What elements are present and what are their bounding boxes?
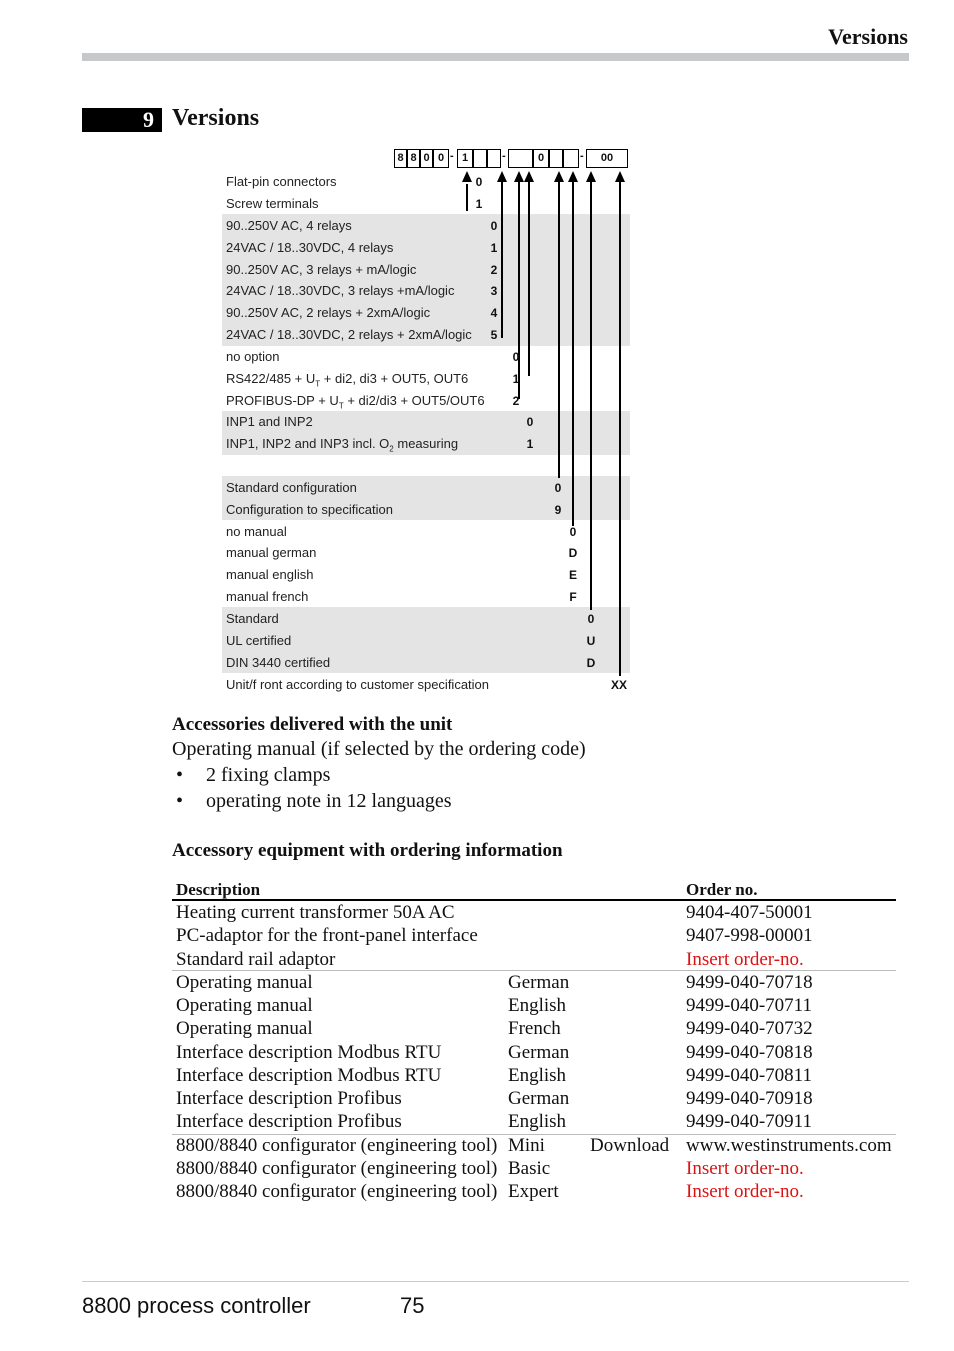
row-order-no: 9404-407-50001 [686, 902, 813, 923]
row-description: Interface description Profibus [176, 1111, 402, 1132]
option-code: 1 [526, 437, 534, 451]
code-box: 8 [394, 149, 407, 168]
connector-line [518, 180, 520, 399]
option-code: D [586, 656, 596, 670]
option-code: 0 [490, 219, 498, 233]
connector-line [528, 180, 530, 376]
row-order-no: 9499-040-70811 [686, 1065, 812, 1086]
option-label: 90..250V AC, 4 relays [226, 218, 352, 233]
column-header-order: Order no. [686, 880, 758, 899]
option-code: 0 [587, 612, 595, 626]
option-code: U [586, 634, 596, 648]
arrow-up-icon [568, 171, 578, 182]
option-label: UL certified [226, 633, 292, 648]
option-label-text: INP1, INP2 and INP3 incl. O [226, 436, 390, 451]
option-code: F [569, 590, 577, 604]
code-box [487, 149, 501, 168]
option-label: 24VAC / 18..30VDC, 4 relays [226, 240, 394, 255]
arrow-up-icon [524, 171, 534, 182]
option-label: 90..250V AC, 3 relays + mA/logic [226, 262, 417, 277]
option-label-text: + di2/di3 + OUT5/OUT6 [343, 393, 485, 408]
option-label: Standard [226, 611, 279, 626]
connector-line [466, 184, 468, 211]
footer-product: 8800 process controller [82, 1293, 311, 1318]
option-label: INP1 and INP2 [226, 414, 313, 429]
column-header-description: Description [176, 880, 261, 899]
code-box [549, 149, 563, 168]
option-code: 5 [490, 328, 498, 342]
page-number: 75 [400, 1293, 425, 1318]
code-box [508, 149, 533, 168]
option-code: 3 [490, 284, 498, 298]
option-label: Standard configuration [226, 480, 357, 495]
list-item-text: 2 fixing clamps [206, 764, 331, 786]
row-description: Heating current transformer 50A AC [176, 902, 455, 923]
option-code: 1 [475, 197, 483, 211]
row-order-no: 9407-998-00001 [686, 925, 813, 946]
option-label: 24VAC / 18..30VDC, 3 relays +mA/logic [226, 283, 455, 298]
row-variant: Mini [508, 1135, 545, 1156]
code-dash: - [580, 150, 584, 162]
option-code: 0 [475, 175, 483, 189]
option-code: 0 [512, 350, 520, 364]
option-code: 1 [512, 372, 520, 386]
option-label: Unit/f ront according to customer specification [226, 677, 490, 692]
row-description: Operating manual [176, 995, 313, 1016]
option-code: 1 [490, 241, 498, 255]
option-label: Flat-pin connectors [226, 174, 337, 189]
row-extra: Download [590, 1135, 670, 1156]
row-variant: French [508, 1018, 561, 1039]
row-description: Interface description Profibus [176, 1088, 402, 1109]
option-label: 24VAC / 18..30VDC, 2 relays + 2xmA/logic [226, 327, 472, 342]
arrow-up-icon [554, 171, 564, 182]
row-order-no: 9499-040-70911 [686, 1111, 812, 1132]
row-variant: English [508, 995, 567, 1016]
row-description: Standard rail adaptor [176, 949, 336, 970]
connector-line [558, 180, 560, 478]
option-label [226, 371, 468, 389]
section-title: Versions [172, 105, 260, 131]
option-label: Configuration to specification [226, 502, 393, 517]
header-bar [82, 53, 909, 61]
option-label: no option [226, 349, 280, 364]
row-variant: Basic [508, 1158, 551, 1179]
row-description: Interface description Modbus RTU [176, 1042, 442, 1063]
code-dash: - [450, 150, 454, 162]
code-box: 00 [586, 149, 628, 168]
option-label-text: PROFIBUS-DP + U [226, 393, 339, 408]
option-label: 90..250V AC, 2 relays + 2xmA/logic [226, 305, 431, 320]
option-code: 0 [554, 481, 562, 495]
list-item-text: operating note in 12 languages [206, 790, 452, 812]
code-box: 1 [457, 149, 473, 168]
row-description: Operating manual [176, 972, 313, 993]
row-variant: German [508, 972, 570, 993]
option-code: 2 [490, 263, 498, 277]
row-order-no: 9499-040-70918 [686, 1088, 813, 1109]
code-box [563, 149, 579, 168]
row-variant: English [508, 1111, 567, 1132]
connector-line [572, 180, 574, 526]
option-code: 2 [512, 394, 520, 408]
footer-rule [82, 1281, 909, 1282]
option-label [226, 393, 485, 411]
row-description: 8800/8840 configurator (engineering tool) [176, 1135, 498, 1156]
section-number: 9 [82, 108, 162, 132]
row-variant: English [508, 1065, 567, 1086]
option-code: E [568, 568, 577, 582]
bullet-icon: • [176, 764, 184, 786]
code-box: 0 [420, 149, 433, 168]
table-header-rule [172, 899, 896, 901]
code-box: 8 [407, 149, 420, 168]
option-label-sub: T [338, 401, 344, 411]
accessories-intro: Operating manual (if selected by the ordering code) [172, 738, 586, 760]
bullet-icon: • [176, 790, 184, 812]
option-code: 4 [490, 306, 498, 320]
row-description: Operating manual [176, 1018, 313, 1039]
option-label-text: RS422/485 + U [226, 371, 316, 386]
row-description: 8800/8840 configurator (engineering tool) [176, 1158, 498, 1179]
row-order-no: Insert order-no. [686, 1158, 804, 1179]
arrow-up-icon [615, 171, 625, 182]
row-variant: German [508, 1042, 570, 1063]
option-label: manual french [226, 589, 309, 604]
option-label [226, 436, 458, 454]
row-order-no: 9499-040-70818 [686, 1042, 813, 1063]
option-label: manual german [226, 545, 317, 560]
code-box: 0 [433, 149, 449, 168]
code-box [473, 149, 487, 168]
row-order-no: Insert order-no. [686, 949, 804, 970]
option-code: XX [610, 678, 627, 692]
option-label-text: measuring [393, 436, 459, 451]
option-label: no manual [226, 524, 287, 539]
equipment-heading: Accessory equipment with ordering information [172, 840, 563, 861]
row-variant: Expert [508, 1181, 559, 1202]
accessories-heading: Accessories delivered with the unit [172, 714, 453, 735]
row-order-no: 9499-040-70718 [686, 972, 813, 993]
row-description: Interface description Modbus RTU [176, 1065, 442, 1086]
row-order-no: www.westinstruments.com [686, 1135, 892, 1156]
row-order-no: 9499-040-70732 [686, 1018, 813, 1039]
row-variant: German [508, 1088, 570, 1109]
option-code: 9 [554, 503, 562, 517]
code-dash: - [502, 150, 506, 162]
arrow-up-icon [514, 171, 524, 182]
row-description: 8800/8840 configurator (engineering tool) [176, 1181, 498, 1202]
option-label: Screw terminals [226, 196, 319, 211]
option-label: DIN 3440 certified [226, 655, 331, 670]
connector-line [619, 180, 621, 676]
row-order-no: 9499-040-70711 [686, 995, 812, 1016]
option-label-sub: T [315, 379, 321, 389]
option-label: manual english [226, 567, 314, 582]
option-code: D [568, 546, 578, 560]
option-label-text: + di2, di3 + OUT5, OUT6 [320, 371, 469, 386]
row-description: PC-adaptor for the front-panel interface [176, 925, 478, 946]
row-order-no: Insert order-no. [686, 1181, 804, 1202]
option-label-sub: 2 [389, 444, 394, 454]
option-code: 0 [569, 525, 577, 539]
arrow-up-icon [586, 171, 596, 182]
arrow-up-icon [497, 171, 507, 182]
connector-line [590, 180, 592, 610]
header-title: Versions [828, 24, 908, 49]
option-code: 0 [526, 415, 534, 429]
code-box: 0 [533, 149, 549, 168]
